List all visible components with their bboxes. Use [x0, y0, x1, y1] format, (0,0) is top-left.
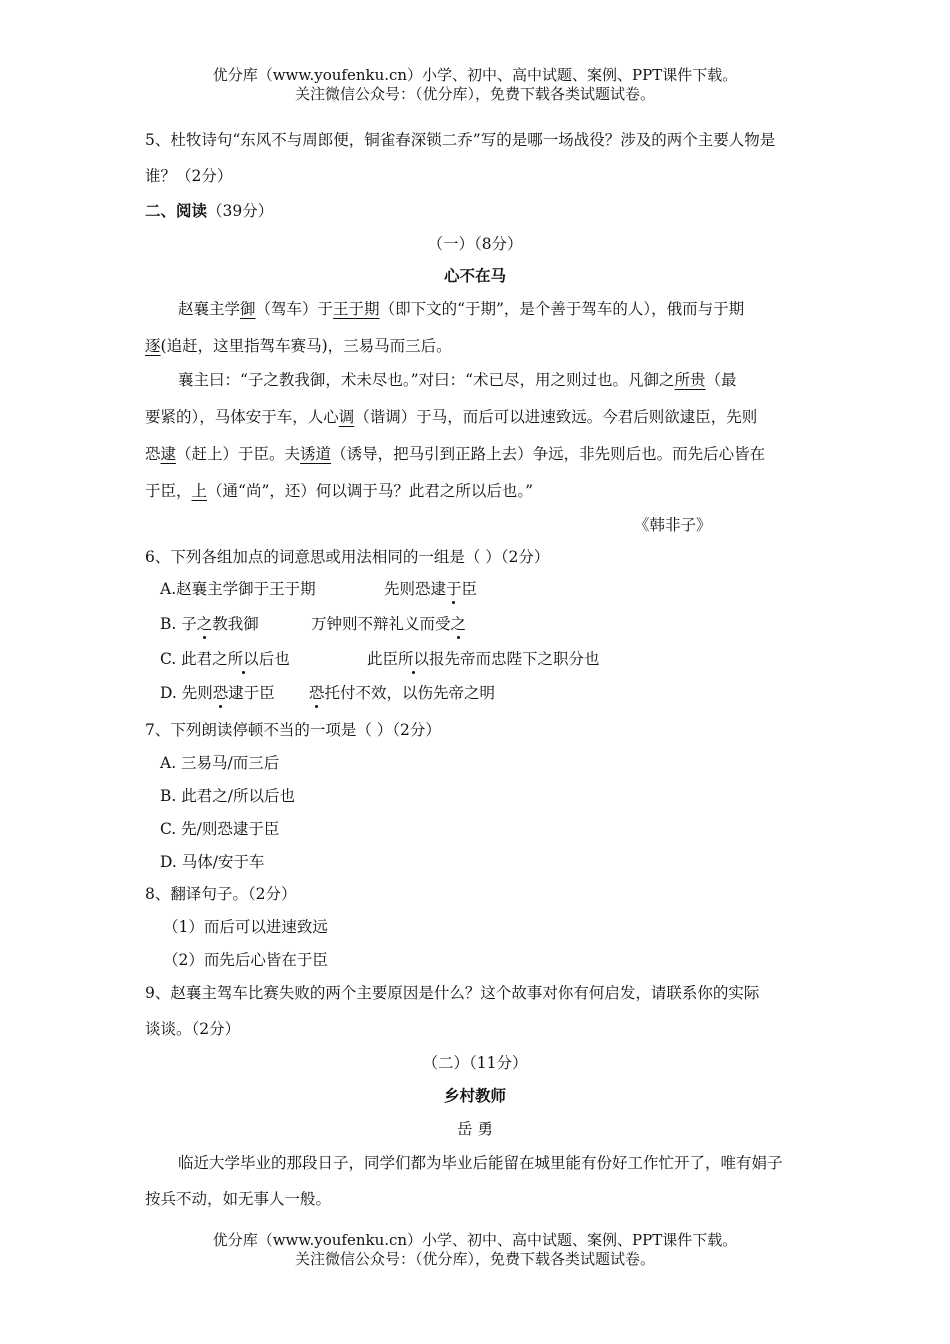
q7-option-b: B. 此君之/所以后也 [160, 787, 295, 805]
q7-option-c: C. 先/则恐逮于臣 [160, 820, 280, 838]
q7-stem: 7、下列朗读停顿不当的一项是（ ）（2分） [145, 721, 441, 739]
dotted-char: 之 [451, 612, 467, 634]
dotted-char: 恐 [213, 681, 229, 703]
header-line-2: 关注微信公众号：（优分库），免费下载各类试题试卷。 [294, 85, 655, 103]
q6-option-a-left: A.赵襄主学御于王于期 [160, 580, 316, 598]
annotated-word: 诱道 [300, 445, 332, 463]
text-run: 要紧的），马体安于车，人心 [145, 408, 339, 426]
section-2-score: （39分） [207, 202, 274, 220]
annotated-word: 逮 [160, 445, 177, 463]
passage-1-line-2 [145, 334, 452, 356]
text-run: （最 [705, 371, 737, 389]
q8-stem: 8、翻译句子。（2分） [145, 885, 297, 903]
passage-2-line-2 [145, 405, 757, 427]
text-run: D. 先则 [160, 684, 213, 702]
text-run: C. 此君之 [160, 650, 228, 668]
annotated-word: 所贵 [674, 371, 706, 389]
q7-option-d: D. 马体/安于车 [160, 853, 265, 871]
dotted-char: 所以 [398, 647, 429, 669]
annotated-word: 逐 [145, 337, 161, 355]
q6-option-b-right [311, 612, 466, 634]
q8-item-2: （2）而先后心皆在于臣 [163, 951, 328, 969]
text-run: （通“尚”，还）何以调于马？此君之所以后也。” [207, 482, 534, 500]
text-run: 逮于臣 [228, 684, 275, 702]
q6-option-c-right [367, 647, 600, 669]
text-run: 此臣 [367, 650, 399, 668]
q8-item-1: （1）而后可以进速致远 [163, 918, 328, 936]
text-run: 教我御 [212, 615, 259, 633]
header-line-1: 优分库（www.youfenku.cn）小学、初中、高中试题、案例、PPT课件下载。 [212, 66, 738, 84]
text-run: 后也 [258, 650, 290, 668]
passage-1-line-1 [178, 297, 744, 319]
q5-line-1: 5、杜牧诗句“东风不与周郎便，铜雀春深锁二乔”写的是哪一场战役？涉及的两个主要人物是 [145, 131, 776, 149]
section-2-heading [145, 199, 273, 221]
text-run: 报先帝而忠陛下之职分也 [429, 650, 600, 668]
part-1-heading: （一）（8分） [427, 235, 523, 253]
passage-2-line-3 [145, 442, 765, 464]
passage-2-line-1 [178, 368, 737, 390]
annotated-word: 调 [338, 408, 355, 426]
footer-line-2: 关注微信公众号：（优分库），免费下载各类试题试卷。 [294, 1250, 655, 1268]
annotated-word: 御 [240, 300, 256, 318]
part-2-heading: （二）（11分） [422, 1054, 528, 1072]
text-run: (追赶，这里指驾车赛马)，三易马而三后。 [160, 337, 452, 355]
part-1-title: 心不在马 [443, 266, 506, 285]
text-run: 赵襄主学 [178, 300, 241, 318]
part-2-author: 岳 勇 [457, 1120, 493, 1138]
text-run: 托付不效，以伤先帝之明 [324, 684, 496, 702]
text-run: 于臣， [145, 482, 192, 500]
text-run: 襄主曰：“子之教我御，术未尽也。”对曰：“术已尽，用之则过也。凡御之 [178, 371, 675, 389]
text-run: 恐 [145, 445, 161, 463]
text-run: 万钟则不辩礼义而受 [311, 615, 451, 633]
part-2-title: 乡村教师 [443, 1086, 506, 1105]
q7-option-a: A. 三易马/而三后 [160, 754, 280, 772]
q9-line-2: 谈谈。（2分） [145, 1020, 241, 1038]
passage-2-line-4 [145, 479, 533, 501]
q9-line-1: 9、赵襄主驾车比赛失败的两个主要原因是什么？这个故事对你有何启发，请联系你的实际 [145, 984, 760, 1002]
part-2-para-line-1: 临近大学毕业的那段日子，同学们都为毕业后能留在城里能有份好工作忙开了，唯有娟子 [178, 1154, 783, 1172]
text-run: （谐调）于马，而后可以进速致远。今君后则欲逮臣，先则 [354, 408, 758, 426]
q6-option-b-left [160, 612, 259, 634]
text-run: 臣 [461, 580, 478, 598]
q5-line-2: 谁？（2分） [145, 167, 233, 185]
annotated-word: 王于期 [333, 300, 380, 318]
text-run: 先则恐逮 [384, 580, 447, 598]
text-run: （即下文的“于期”，是个善于驾车的人），俄而与于期 [379, 300, 745, 318]
text-run: （赶上）于臣。夫 [176, 445, 301, 463]
text-run: （诱导，把马引到正路上去）争远，非先则后也。而先后心皆在 [331, 445, 766, 463]
text-run: （驾车）于 [255, 300, 334, 318]
text-run: B. 子 [160, 615, 197, 633]
part-2-para-line-2: 按兵不动，如无事人一般。 [145, 1190, 332, 1208]
q6-option-c-left [160, 647, 290, 669]
dotted-char: 所以 [228, 647, 259, 669]
annotated-word: 上 [191, 482, 208, 500]
dotted-char: 恐 [309, 681, 325, 703]
q6-option-d-right [309, 681, 495, 703]
dotted-char: 于 [446, 577, 462, 599]
q6-option-a-right [384, 577, 477, 599]
section-2-label: 二、阅读 [145, 201, 208, 220]
q6-option-d-left [160, 681, 275, 703]
passage-source: 《韩非子》 [634, 516, 712, 534]
footer-line-1: 优分库（www.youfenku.cn）小学、初中、高中试题、案例、PPT课件下载。 [212, 1231, 738, 1249]
q6-stem: 6、下列各组加点的词意思或用法相同的一组是（ ）（2分） [145, 548, 550, 566]
dotted-char: 之 [197, 612, 213, 634]
